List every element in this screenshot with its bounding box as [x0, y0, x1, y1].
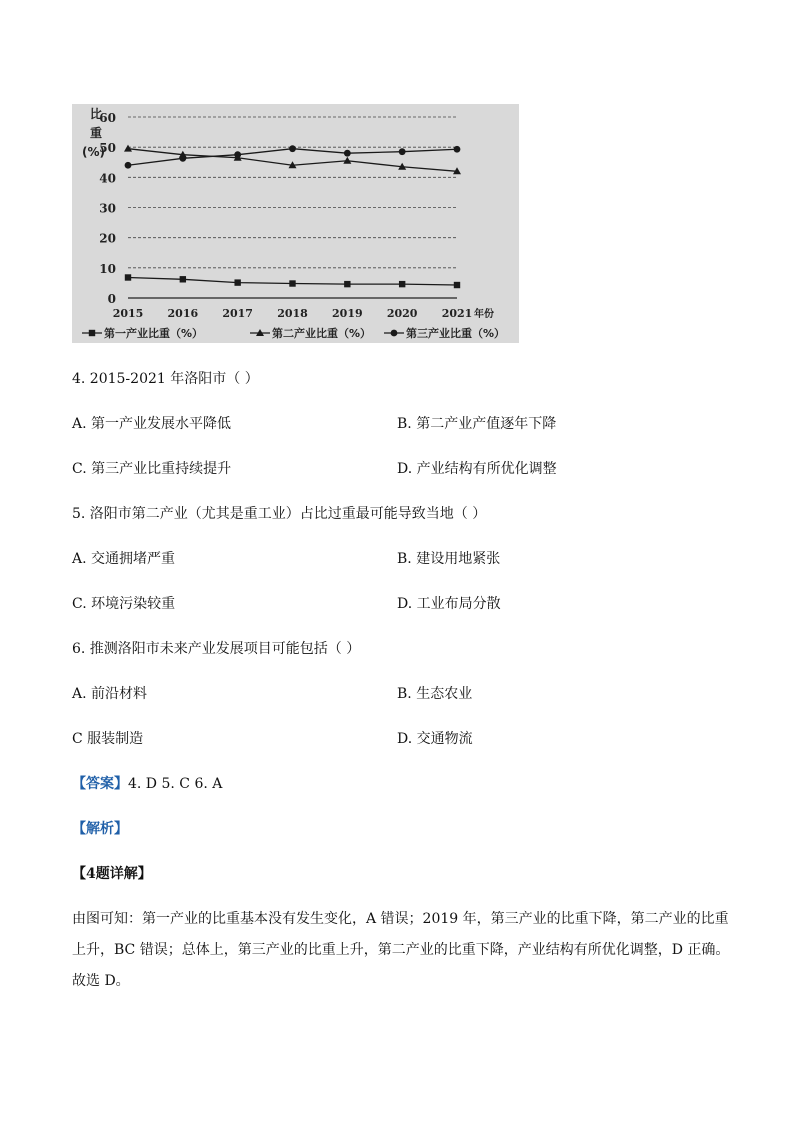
- square-marker: [344, 281, 350, 287]
- q5-option-b: B. 建设用地紧张: [397, 551, 501, 567]
- q5-option-a: A. 交通拥堵严重: [72, 551, 176, 567]
- q4-option-b: B. 第二产业产值逐年下降: [397, 416, 557, 432]
- q4-stem: 4. 2015-2021 年洛阳市（ ）: [72, 371, 259, 387]
- y-tick-labels: [99, 111, 116, 306]
- circle-marker: [454, 146, 461, 153]
- detail-tag: 【4题详解】: [72, 866, 152, 882]
- q6-option-a: A. 前沿材料: [72, 686, 148, 702]
- q4-option-c: C. 第三产业比重持续提升: [72, 461, 232, 477]
- square-marker: [180, 276, 186, 282]
- y-label-part: 比: [90, 107, 103, 121]
- y-tick-label: 50: [99, 141, 116, 156]
- x-tick-label: 2015: [112, 307, 144, 320]
- square-marker: [454, 282, 460, 288]
- q6-option-c: C 服装制造: [72, 731, 144, 747]
- line-chart: [72, 104, 519, 343]
- y-label-part: 重: [90, 126, 103, 140]
- y-tick-label: 10: [99, 261, 116, 276]
- y-tick-label: 0: [107, 292, 116, 306]
- circle-marker: [344, 150, 351, 157]
- circle-marker: [289, 145, 296, 152]
- y-axis-label: [82, 107, 105, 159]
- x-tick-label: 2020: [386, 307, 418, 320]
- y-tick-label: 30: [99, 201, 116, 216]
- square-marker: [289, 280, 295, 286]
- x-tick-label: 2017: [222, 307, 253, 320]
- x-axis-label: 年份: [474, 309, 494, 320]
- legend-label: 第二产业比重（%）: [272, 327, 372, 340]
- circle-marker: [391, 330, 398, 337]
- circle-marker: [234, 151, 241, 158]
- x-tick-label: 2016: [167, 307, 199, 320]
- answer-text: 4. D 5. C 6. A: [128, 776, 223, 792]
- legend-label: 第三产业比重（%）: [406, 327, 506, 340]
- y-tick-label: 20: [99, 231, 116, 246]
- triangle-marker: [343, 157, 351, 164]
- x-tick-label: 2019: [332, 307, 363, 320]
- q6-option-b: B. 生态农业: [397, 686, 473, 702]
- circle-marker: [399, 148, 406, 155]
- series-lines: [124, 145, 461, 289]
- answer-line: [72, 774, 222, 794]
- square-marker: [89, 330, 95, 336]
- square-marker: [125, 274, 131, 280]
- q4-option-d: D. 产业结构有所优化调整: [397, 461, 557, 477]
- detail-text: 由图可知：第一产业的比重基本没有发生变化，A 错误；2019 年，第三产业的比重下降，第二产业的比重上升，BC 错误；总体上，第三产业的比重上升，第二产业的比重下降，产业结构有所优化调整，D 正确。故选 D。: [72, 911, 730, 989]
- y-tick-label: 40: [99, 171, 116, 186]
- q6-stem: 6. 推测洛阳市未来产业发展项目可能包括（ ）: [72, 641, 361, 657]
- square-marker: [234, 279, 240, 285]
- x-tick-label: 2021: [441, 307, 473, 320]
- q5-stem: 5. 洛阳市第二产业（尤其是重工业）占比过重最可能导致当地（ ）: [72, 506, 487, 522]
- q5-option-c: C. 环境污染较重: [72, 596, 176, 612]
- series-square: [125, 274, 460, 288]
- q5-option-d: D. 工业布局分散: [397, 596, 501, 612]
- x-tick-labels: [113, 307, 473, 320]
- y-tick-label: 60: [99, 111, 116, 125]
- chart-legend: [82, 326, 505, 340]
- square-marker: [399, 281, 405, 287]
- circle-marker: [125, 162, 132, 169]
- analysis-tag: 【解析】: [72, 821, 128, 837]
- answer-tag: 【答案】: [72, 776, 128, 792]
- industry-share-chart: [72, 104, 519, 343]
- x-tick-label: 2018: [277, 307, 308, 320]
- q6-option-d: D. 交通物流: [397, 731, 473, 747]
- legend-label: 第一产业比重（%）: [104, 327, 204, 340]
- q4-option-a: A. 第一产业发展水平降低: [72, 416, 232, 432]
- triangle-marker: [124, 145, 132, 152]
- circle-marker: [179, 155, 186, 162]
- chart-grid: [128, 117, 457, 298]
- y-label-part: (%): [82, 145, 105, 159]
